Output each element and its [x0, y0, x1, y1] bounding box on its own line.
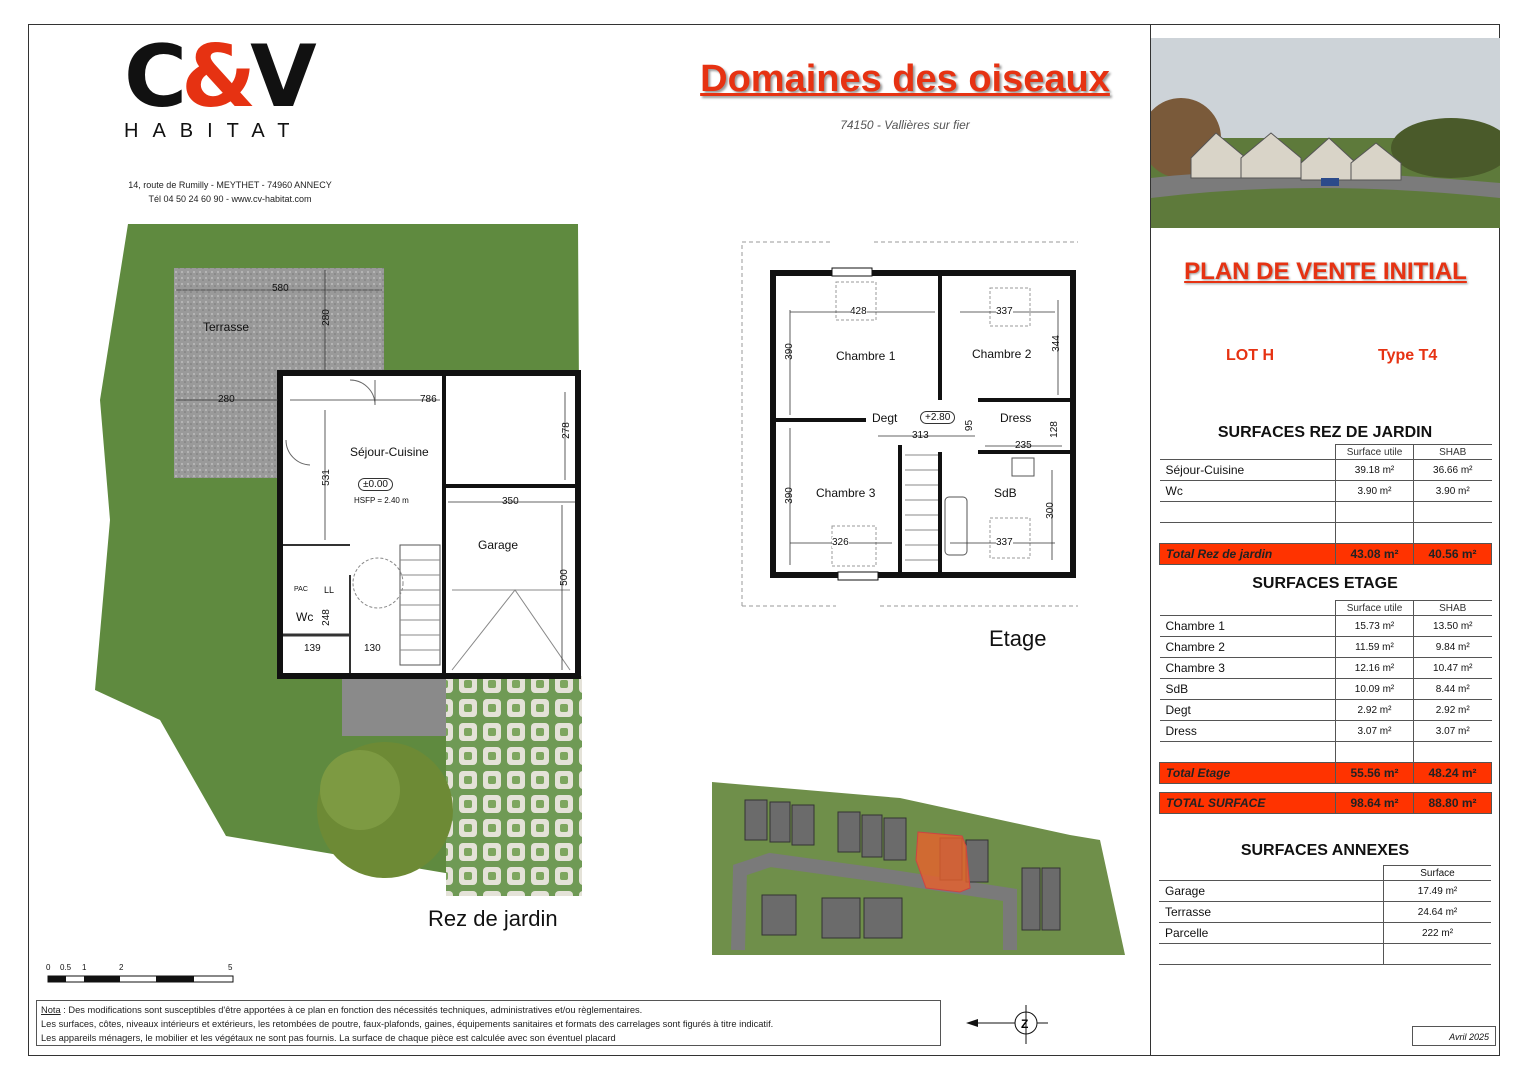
company-address — [100, 178, 360, 206]
dim-300: 300 — [1044, 502, 1056, 519]
table-row-empty — [1160, 742, 1492, 763]
room-dress: Dress — [1000, 411, 1032, 425]
spacer-row — [1160, 784, 1492, 793]
disclaimer-note — [36, 1000, 941, 1046]
table-row: Terrasse 24.64 m² — [1159, 902, 1491, 923]
dim-313: 313 — [912, 430, 929, 441]
table-row-empty — [1160, 502, 1492, 523]
note-line-1: : Des modifications sont susceptibles d'être apportées à ce plan en fonction des nécessités techniques, administratives et/ou règlementaires. — [60, 1005, 643, 1015]
dim-128: 128 — [1048, 421, 1060, 438]
dim-235: 235 — [1015, 440, 1032, 451]
room-chambre-1: Chambre 1 — [836, 349, 896, 363]
note-line-3: Les appareils ménagers, le mobilier et les végétaux ne sont pas fournis. La surface de chaque pièce est calculée avec son éventuel placard — [41, 1033, 616, 1043]
rdj-section-title: SURFACES REZ DE JARDIN — [1217, 424, 1433, 441]
dim-139: 139 — [304, 643, 321, 654]
dim-390-bottom: 390 — [783, 487, 795, 504]
etage-section-title: SURFACES ETAGE — [1252, 575, 1398, 592]
address-line: 14, route de Rumilly - MEYTHET - 74960 ANNECY — [128, 180, 332, 190]
dim-278: 278 — [560, 422, 572, 439]
ground-floor-plan — [90, 218, 590, 898]
upper-level: +2.80 — [920, 411, 955, 424]
table-row-empty — [1159, 944, 1491, 965]
dim-280-vertical: 280 — [320, 309, 332, 326]
scale-5: 5 — [228, 963, 233, 972]
grand-total-row: TOTAL SURFACE 98.64 m² 88.80 m² — [1160, 793, 1492, 814]
room-terrasse: Terrasse — [203, 320, 250, 334]
note-line-2: Les surfaces, côtes, niveaux intérieurs et extérieurs, les retombées de poutre, faux-plafonds, gaines, équipements sanitaires et formats des carrelages sont figurés à titre indicatif. — [41, 1019, 774, 1029]
lot-h-highlight — [916, 832, 970, 892]
table-row: Séjour-Cuisine 39.18 m² 36.66 m² — [1160, 460, 1492, 481]
company-logo — [124, 27, 334, 143]
note-prefix: Nota — [41, 1005, 61, 1015]
entrance-slab — [342, 676, 446, 736]
etage-surfaces-table: Surface utile SHAB Chambre 1 15.73 m² 13.50 m² Chambre 2 11.59 m² 9.84 m² Chambre 3 12.16 m² 10.47 m² SdB 10.09 m² 8.44 m² Degt 2.92 m² 2.92 m² Dress 3.07 m² 3.07 m² Total Etage 55.56 m² 48.24 m² TOTAL SURFACE 98.64 m² 88.80 m² — [1159, 600, 1492, 814]
dim-344: 344 — [1050, 335, 1062, 352]
table-row: Degt 2.92 m² 2.92 m² — [1160, 700, 1492, 721]
dim-326: 326 — [832, 537, 849, 548]
table-row: Parcelle 222 m² — [1159, 923, 1491, 944]
table-row: Wc 3.90 m² 3.90 m² — [1160, 481, 1492, 502]
dim-531: 531 — [320, 469, 332, 486]
table-row: Chambre 1 15.73 m² 13.50 m² — [1160, 616, 1492, 637]
site-plan — [700, 775, 1130, 955]
table-row: SdB 10.09 m² 8.44 m² — [1160, 679, 1492, 700]
dim-280-horizontal: 280 — [218, 394, 235, 405]
room-chambre-2: Chambre 2 — [972, 347, 1032, 361]
rdj-surfaces-table — [1159, 444, 1492, 565]
logo-subtitle: HABITAT — [124, 120, 304, 142]
room-chambre-3: Chambre 3 — [816, 486, 876, 500]
room-wc: Wc — [296, 610, 314, 624]
scale-0: 0 — [46, 963, 51, 972]
rdj-total-row: Total Rez de jardin 43.08 m² 40.56 m² — [1160, 544, 1492, 565]
room-sdb: SdB — [994, 486, 1017, 500]
room-sejour-cuisine: Séjour-Cuisine — [350, 445, 429, 459]
col-surface: Surface — [1384, 866, 1492, 881]
dim-350: 350 — [502, 496, 519, 507]
scale-bar — [46, 962, 246, 986]
project-title: Domaines des oiseaux — [700, 58, 1110, 100]
dim-390-top: 390 — [783, 343, 795, 360]
annex-surfaces-table — [1159, 865, 1491, 965]
col-shab: SHAB — [1414, 445, 1492, 460]
logo-amp: & — [181, 27, 251, 127]
dim-248: 248 — [320, 609, 332, 626]
annex-section-title: SURFACES ANNEXES — [1240, 842, 1410, 859]
sales-plan-title: PLAN DE VENTE INITIAL — [1184, 258, 1467, 285]
dim-428: 428 — [850, 306, 867, 317]
document-date: Avril 2025 — [1412, 1026, 1496, 1046]
dim-337-top: 337 — [996, 306, 1013, 317]
dim-580: 580 — [272, 283, 289, 294]
svg-text:Z: Z — [1021, 1017, 1029, 1031]
logo-v: V — [250, 27, 311, 127]
ground-level: ±0.00 — [358, 478, 393, 491]
scale-0-5: 0.5 — [60, 963, 72, 972]
ground-floor-label: Rez de jardin — [428, 906, 558, 931]
hsfp-note: HSFP = 2.40 m — [354, 496, 409, 505]
lot-label: LOT H — [1226, 347, 1274, 364]
table-row: Garage 17.49 m² — [1159, 881, 1491, 902]
scale-2: 2 — [119, 963, 124, 972]
table-row: Dress 3.07 m² 3.07 m² — [1160, 721, 1492, 742]
col-surface-utile: Surface utile — [1336, 445, 1414, 460]
phone-line: Tél 04 50 24 60 90 - www.cv-habitat.com — [148, 194, 312, 204]
table-row: Chambre 2 11.59 m² 9.84 m² — [1160, 637, 1492, 658]
ll-label: LL — [324, 585, 335, 595]
dim-500: 500 — [558, 569, 570, 586]
pac-label: PAC — [294, 586, 308, 593]
type-label: Type T4 — [1378, 347, 1438, 364]
dim-130: 130 — [364, 643, 381, 654]
room-garage: Garage — [478, 538, 519, 552]
table-row: Chambre 3 12.16 m² 10.47 m² — [1160, 658, 1492, 679]
project-photo — [1151, 38, 1500, 228]
project-location: 74150 - Vallières sur fier — [840, 118, 970, 132]
dim-786: 786 — [420, 394, 437, 405]
table-row-empty — [1160, 523, 1492, 544]
logo-c: C — [124, 27, 182, 127]
dim-95: 95 — [964, 419, 976, 432]
room-degt: Degt — [872, 411, 898, 425]
north-arrow-icon — [962, 1002, 1052, 1046]
upper-floor-label: Etage — [989, 626, 1047, 651]
scale-1: 1 — [82, 963, 87, 972]
etage-total-row: Total Etage 55.56 m² 48.24 m² — [1160, 763, 1492, 784]
dim-337-bottom: 337 — [996, 537, 1013, 548]
driveway-paving — [446, 676, 582, 896]
upper-floor-plan — [740, 240, 1080, 610]
